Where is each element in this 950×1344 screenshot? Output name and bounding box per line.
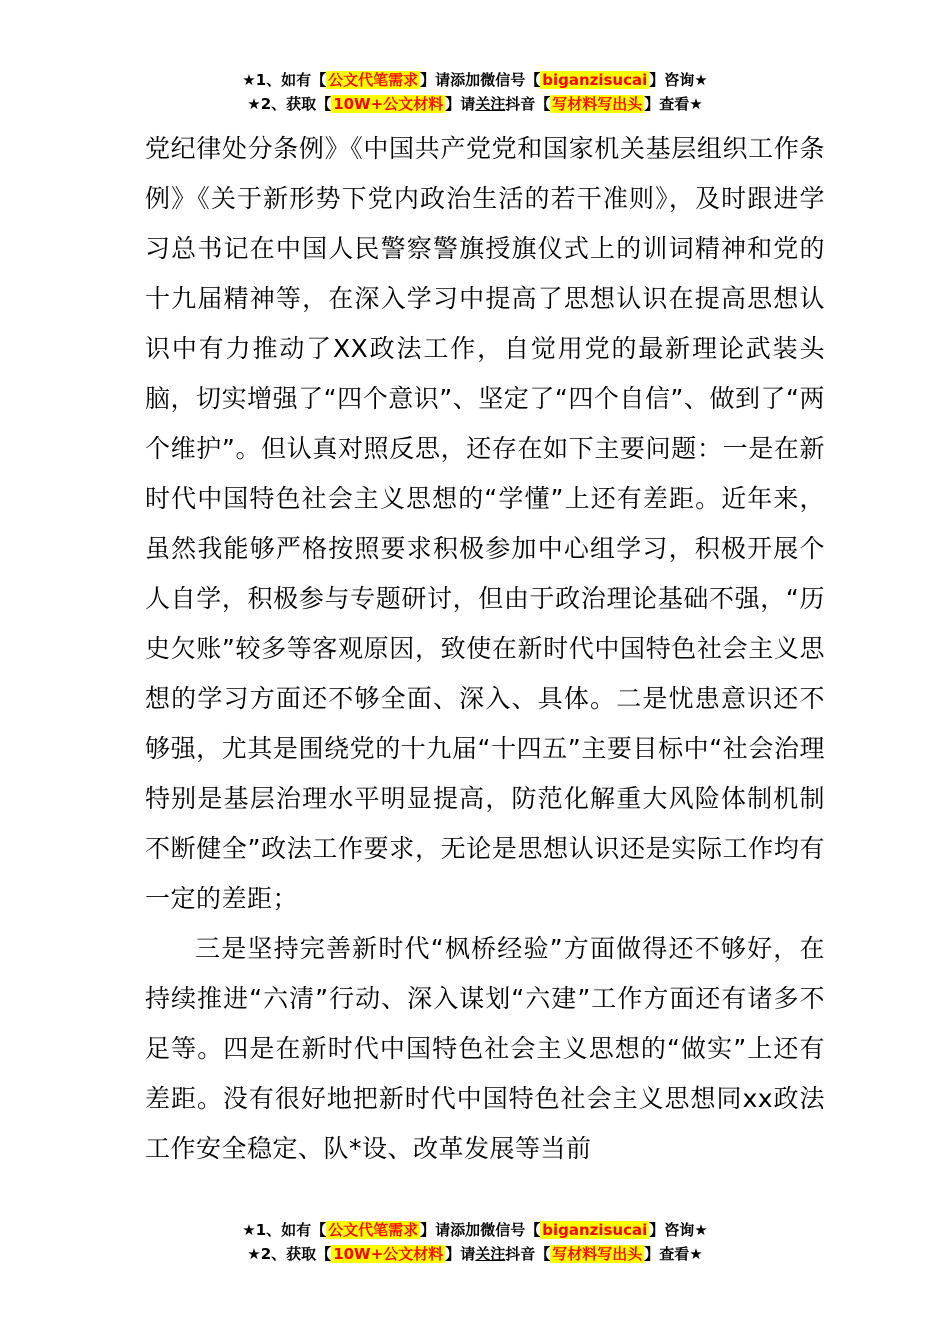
header-banner <box>0 68 950 116</box>
highlight-wechat-id: biganzisucai <box>542 71 648 89</box>
paragraph-2: 三是坚持完善新时代“枫桥经验”方面做得还不够好，在持续推进“六清”行动、深入谋划“六建”工作方面还有诸多不足等。四是在新时代中国特色社会主义思想的“做实”上还有差距。没有很好地把新时代中国特色社会主义思想同xx政法工作安全稳定、队*设、改革发展等当前 <box>145 934 825 1163</box>
paragraph-1: 党纪律处分条例》《中国共产党党和国家机关基层组织工作条例》《关于新形势下党内政治生活的若干准则》，及时跟进学习总书记在中国人民警察警旗授旗仪式上的训词精神和党的十九届精神等，在深入学习中提高了思想认识在提高思想认识中有力推动了XX政法工作，自觉用党的最新理论武装头脑，切实增强了“四个意识”、坚定了“四个自信”、做到了“两个维护”。但认真对照反思，还存在如下主要问题：一是在新时代中国特色社会主义思想的“学懂”上还有差距。近年来，虽然我能够严格按照要求积极参加中心组学习，积极开展个人自学，积极参与专题研讨，但由于政治理论基础不强，“历史欠账”较多等客观原因，致使在新时代中国特色社会主义思想的学习方面还不够全面、深入、具体。二是忧患意识还不够强，尤其是围绕党的十九届“十四五”主要目标中“社会治理特别是基层治理水平明显提高，防范化解重大风险体制机制不断健全”政法工作要求，无论是思想认识还是实际工作均有一定的差距； <box>145 134 825 913</box>
banner-line-1: ★1、如有【 公文代笔需求 】请添加微信号【 biganzisucai 】咨询★ <box>242 71 708 89</box>
footer-highlight-materials: 10W+公文材料 <box>333 1245 444 1263</box>
footer-highlight-wechat-id: biganzisucai <box>542 1221 648 1239</box>
highlight-materials: 10W+公文材料 <box>333 95 444 113</box>
footer-highlight-douyin-account: 写材料写出头 <box>552 1245 643 1263</box>
footer-banner-line-1: ★1、如有【 公文代笔需求 】请添加微信号【 biganzisucai 】咨询★ <box>242 1221 708 1239</box>
footer-banner <box>0 1218 950 1266</box>
highlight-writing-service: 公文代笔需求 <box>328 71 419 89</box>
footer-banner-line-2: ★2、获取【 10W+公文材料 】请关注抖音【 写材料写出头 】查看★ <box>247 1245 703 1263</box>
document-body <box>145 124 825 1174</box>
footer-highlight-writing-service: 公文代笔需求 <box>328 1221 419 1239</box>
highlight-douyin-account: 写材料写出头 <box>552 95 643 113</box>
banner-line-2: ★2、获取【 10W+公文材料 】请关注抖音【 写材料写出头 】查看★ <box>247 95 703 113</box>
